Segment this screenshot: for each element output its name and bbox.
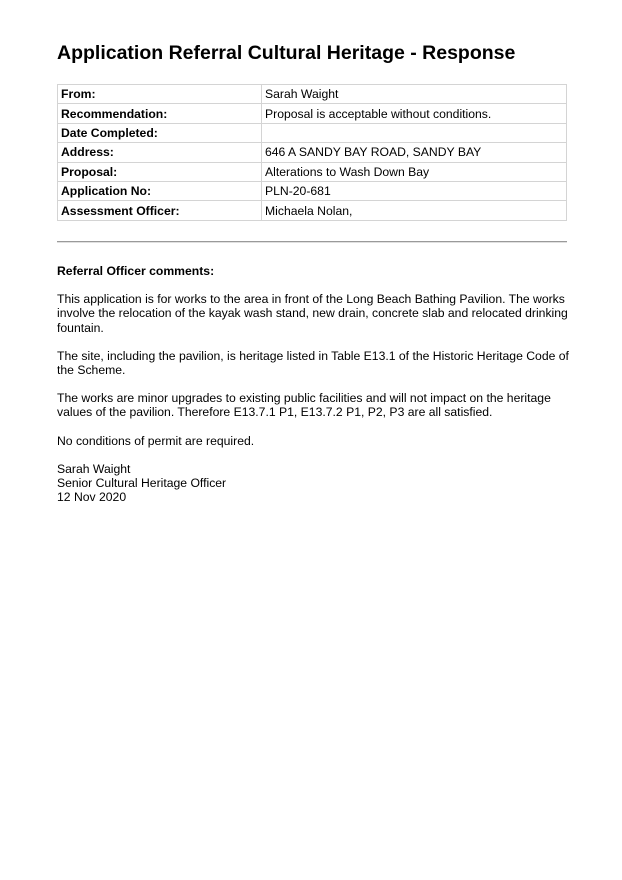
from-value: Sarah Waight (262, 85, 567, 104)
table-row (58, 85, 567, 104)
application-details-table (57, 84, 567, 221)
section-divider (57, 241, 567, 243)
address-label: Address: (58, 143, 262, 162)
table-row (58, 123, 567, 142)
table-row (58, 104, 567, 123)
from-label: From: (58, 85, 262, 104)
signature-date: 12 Nov 2020 (57, 490, 127, 505)
assessment-officer-label: Assessment Officer: (58, 201, 262, 220)
table-row (58, 162, 567, 181)
date-completed-label: Date Completed: (58, 123, 262, 142)
comment-paragraph: The works are minor upgrades to existing public facilities and will not impact on the heritage values of the pavilion. Therefore E13.7.1 P1, E13.7.2 P1, P2, P3 are all satisfied. (57, 391, 551, 420)
assessment-officer-value: Michaela Nolan, (262, 201, 567, 220)
comments-heading: Referral Officer comments: (57, 264, 215, 278)
comment-paragraph: No conditions of permit are required. (57, 433, 255, 448)
recommendation-value: Proposal is acceptable without conditions. (262, 104, 567, 123)
proposal-label: Proposal: (58, 162, 262, 181)
table-row (58, 143, 567, 162)
signature-position: Senior Cultural Heritage Officer (57, 476, 227, 491)
address-value: 646 A SANDY BAY ROAD, SANDY BAY (262, 143, 567, 162)
page-title: Application Referral Cultural Heritage - Response (57, 42, 516, 64)
comment-paragraph: The site, including the pavilion, is heritage listed in Table E13.1 of the Historic Heritage Code of the Scheme. (57, 348, 569, 378)
signature-block (57, 462, 569, 505)
referral-comments-section (57, 264, 569, 504)
proposal-value: Alterations to Wash Down Bay (262, 162, 567, 181)
comment-paragraph: This application is for works to the area in front of the Long Beach Bathing Pavilion. The works involve the relocation of the kayak wash stand, new drain, concrete slab and relocated drinking fountain. (57, 292, 568, 335)
application-no-label: Application No: (58, 181, 262, 200)
table-row (58, 201, 567, 220)
table-row (58, 181, 567, 200)
date-completed-value (262, 123, 567, 142)
application-no-value: PLN-20-681 (262, 181, 567, 200)
recommendation-label: Recommendation: (58, 104, 262, 123)
signature-name: Sarah Waight (57, 461, 131, 476)
